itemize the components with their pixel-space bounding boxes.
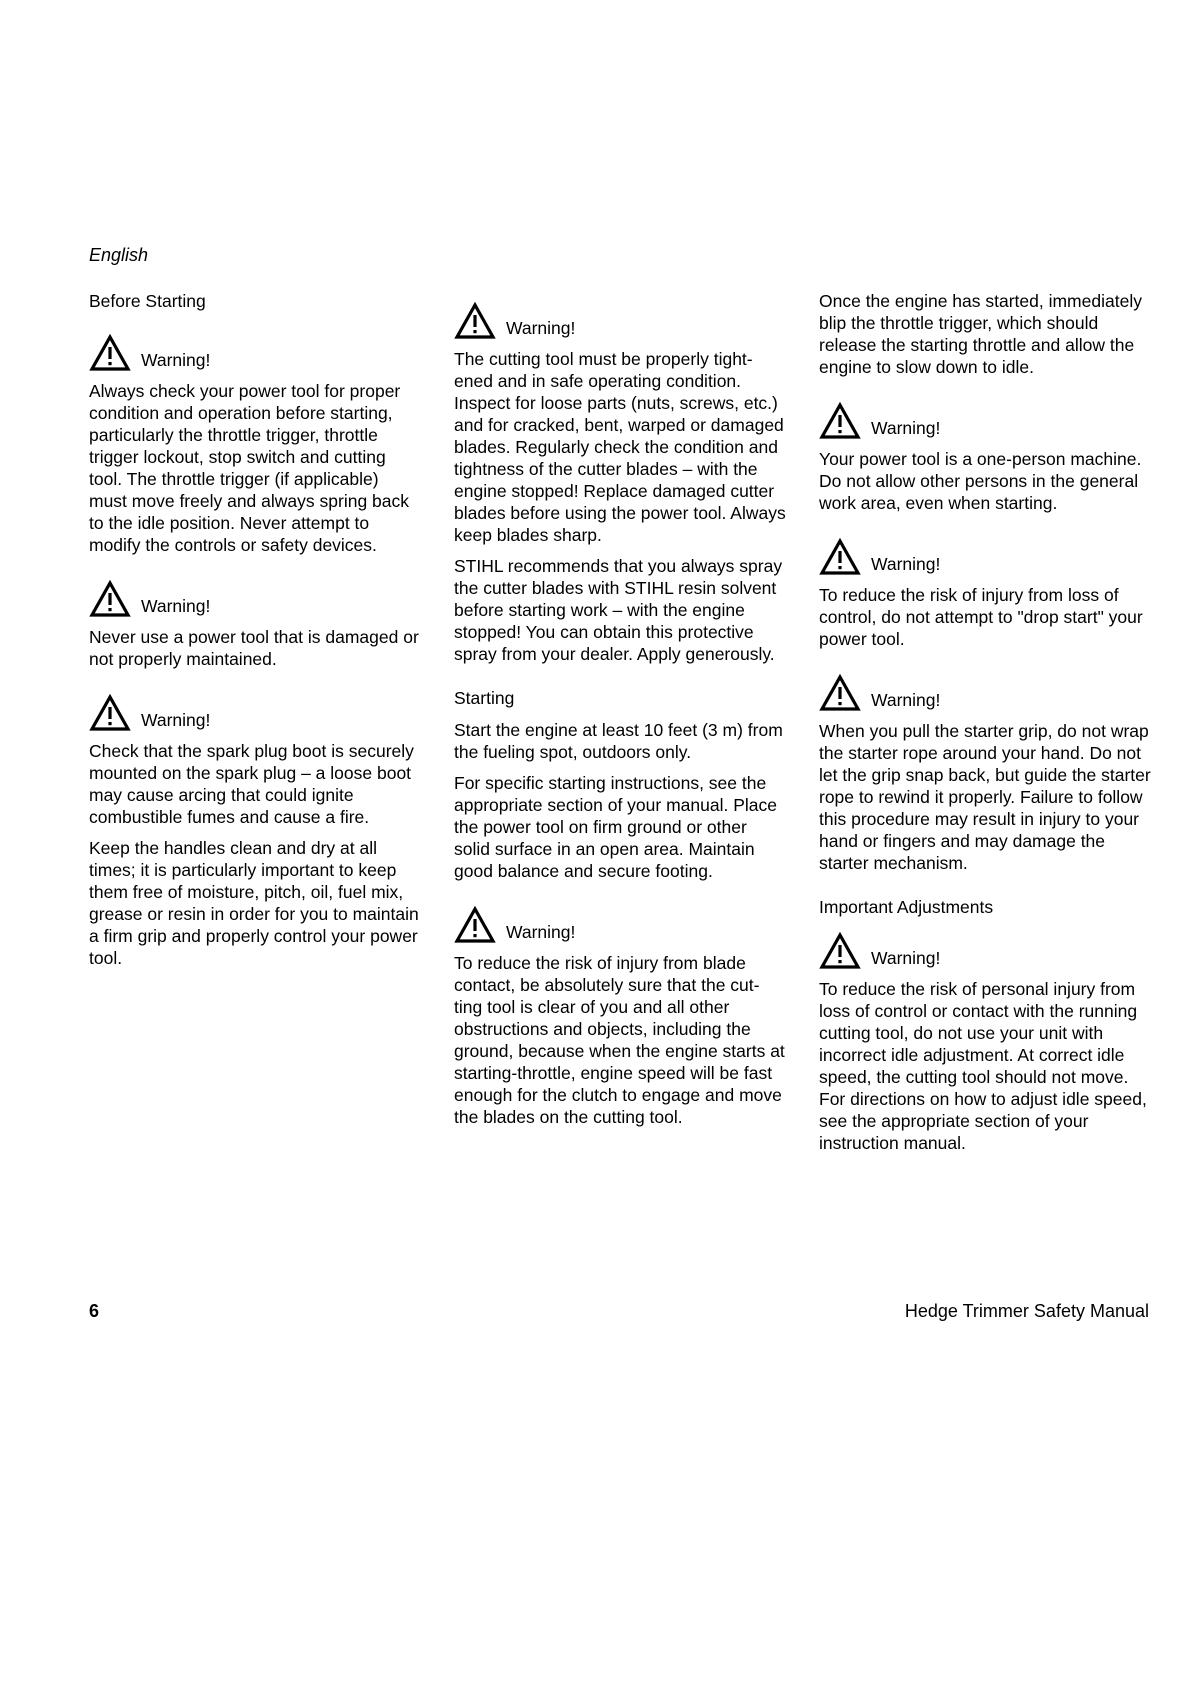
language-label: English xyxy=(89,245,149,265)
warning-header xyxy=(454,904,786,944)
paragraph: Once the engine has started, immediately blip the throttle trigger, which should release the starting throttle and allow the engine to slow down to idle. xyxy=(819,291,1142,377)
warning-header xyxy=(454,300,786,340)
warning-label: Warning! xyxy=(871,418,941,438)
warning-triangle-icon xyxy=(819,538,861,576)
warning-triangle-icon xyxy=(89,694,131,732)
warning-label: Warning! xyxy=(871,690,941,710)
paragraph: Start the engine at least 10 feet (3 m) from the fueling spot, outdoors only. xyxy=(454,720,783,762)
warning-triangle-icon xyxy=(454,906,496,944)
column-3 xyxy=(819,290,1151,1154)
section-heading-before-starting: Before Starting xyxy=(89,291,206,311)
warning-label: Warning! xyxy=(141,710,211,730)
warning-label: Warning! xyxy=(871,948,941,968)
warning-triangle-icon xyxy=(89,334,131,372)
warning-text: To reduce the risk of injury from loss of control, do not attempt to "drop start" your power tool. xyxy=(819,585,1143,649)
warning-text: Always check your power tool for proper condition and operation before starting, particularly the throttle trigger, throttle trigger lockout, stop switch and cutting tool. The throttle trigger (if applicable) must move freely and always spring back to the idle position. Never attempt to modify the controls or safety devices. xyxy=(89,381,409,555)
warning-header xyxy=(819,930,1151,970)
warning-text: The cutting tool must be properly tight-ened and in safe operating condition. Inspect for loose parts (nuts, screws, etc.) and for cracked, bent, warped or damaged blades. Regularly check the condition and tightness of the cutter blades – with the engine stopped! Replace damaged cutter blades before using the power tool. Always keep blades sharp. xyxy=(454,349,786,545)
footer-title: Hedge Trimmer Safety Manual xyxy=(904,1301,1149,1321)
warning-triangle-icon xyxy=(819,674,861,712)
warning-triangle-icon xyxy=(89,580,131,618)
column-1 xyxy=(89,290,421,969)
paragraph: For specific starting instructions, see the appropriate section of your manual. Place the power tool on firm ground or other solid surface in an open area. Maintain good balance and secure footing. xyxy=(454,773,777,881)
paragraph: STIHL recommends that you always spray the cutter blades with STIHL resin solvent before starting work – with the engine stopped! You can obtain this protective spray from your dealer. Apply generously. xyxy=(454,556,783,664)
warning-label: Warning! xyxy=(871,554,941,574)
warning-label: Warning! xyxy=(141,350,211,370)
warning-text: When you pull the starter grip, do not wrap the starter rope around your hand. Do not let the grip snap back, but guide the starter rope to rewind it properly. Failure to follow this procedure may result in injury to your hand or fingers and may damage the starter mechanism. xyxy=(819,721,1151,873)
warning-header xyxy=(819,536,1151,576)
section-heading-starting: Starting xyxy=(454,688,515,708)
warning-text: Your power tool is a one-person machine. Do not allow other persons in the general work area, even when starting. xyxy=(819,449,1142,513)
column-2 xyxy=(454,290,786,1128)
warning-header xyxy=(89,332,421,372)
warning-text: Check that the spark plug boot is securely mounted on the spark plug – a loose boot may cause arcing that could ignite combustible fumes and cause a fire. xyxy=(89,741,414,827)
section-heading-important-adjustments: Important Adjustments xyxy=(819,897,994,917)
page-number: 6 xyxy=(89,1301,100,1321)
warning-triangle-icon xyxy=(819,932,861,970)
warning-triangle-icon xyxy=(454,302,496,340)
warning-header xyxy=(819,400,1151,440)
warning-label: Warning! xyxy=(141,596,211,616)
warning-text: To reduce the risk of injury from blade contact, be absolutely sure that the cut-ting tool is clear of you and all other obstructions and objects, including the ground, because when the engine starts at starting-throttle, engine speed will be fast enough for the clutch to engage and move the blades on the cutting tool. xyxy=(454,953,785,1127)
warning-triangle-icon xyxy=(819,402,861,440)
warning-text: Never use a power tool that is damaged or not properly maintained. xyxy=(89,627,419,669)
warning-header xyxy=(89,692,421,732)
warning-text: To reduce the risk of personal injury from loss of control or contact with the running cutting tool, do not use your unit with incorrect idle adjustment. At correct idle speed, the cutting tool should not move. For directions on how to adjust idle speed, see the appropriate section of your instruction manual. xyxy=(819,979,1147,1153)
paragraph: Keep the handles clean and dry at all times; it is particularly important to keep them free of moisture, pitch, oil, fuel mix, grease or resin in order for you to maintain a firm grip and properly control your power tool. xyxy=(89,838,419,968)
warning-header xyxy=(819,672,1151,712)
warning-header xyxy=(89,578,421,618)
warning-label: Warning! xyxy=(506,318,576,338)
warning-label: Warning! xyxy=(506,922,576,942)
